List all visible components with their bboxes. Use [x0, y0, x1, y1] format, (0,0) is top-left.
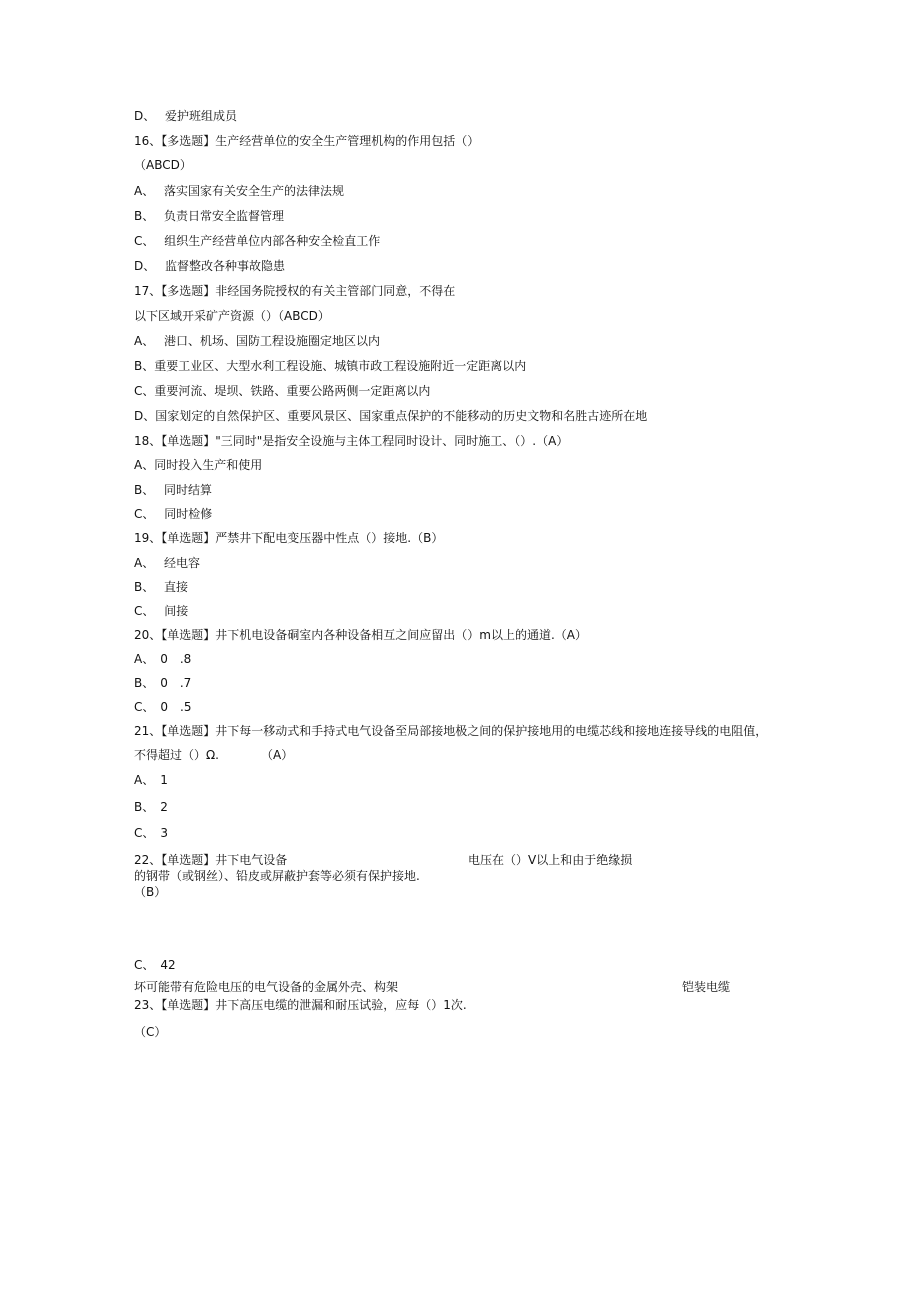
answer-line: （ABCD） [134, 158, 192, 172]
question-fragment: 坏可能带有危险电压的电气设备的金属外壳、构架 [134, 980, 399, 994]
option-line: A、 1 [134, 773, 168, 787]
option-line: B、 0 .7 [134, 676, 192, 690]
question-line: 23、【单选题】井下高压电缆的泄漏和耐压试验，应每（）1次. [134, 998, 467, 1012]
question-line: 16、【多选题】生产经营单位的安全生产管理机构的作用包括（） [134, 134, 480, 148]
option-line: A、 经电容 [134, 556, 201, 570]
option-line: B、 2 [134, 800, 168, 814]
question-fragment: 电压在（）V以上和由于绝缘损 [468, 853, 633, 867]
option-line: A、同时投入生产和使用 [134, 458, 263, 472]
option-line: C、 组织生产经营单位内部各种安全检直工作 [134, 234, 381, 248]
question-line: 21、【单选题】井下每一移动式和手持式电气设备至局部接地极之间的保护接地用的电缆芯线和接地连接导线的电阻值， [134, 724, 768, 738]
option-line: B、 同时结算 [134, 483, 213, 497]
option-line: C、 3 [134, 826, 169, 840]
option-line: A、 港口、机场、国防工程设施圈定地区以内 [134, 334, 381, 348]
question-line: 的钢带（或钢丝）、铅皮或屏蔽护套等必须有保护接地. [134, 869, 420, 883]
option-line: B、 直接 [134, 580, 189, 594]
option-line: C、 间接 [134, 604, 189, 618]
option-line: C、 42 [134, 958, 176, 972]
question-line: 17、【多选题】非经国务院授权的有关主管部门同意，不得在 [134, 284, 456, 298]
question-fragment: 铠装电缆 [682, 980, 731, 994]
option-line: A、 0 .8 [134, 652, 192, 666]
question-line: 18、【单选题】"三同时"是指安全设施与主体工程同时设计、同时施工、（）.（A） [134, 434, 569, 448]
answer-line: （C） [134, 1025, 167, 1039]
question-line: 不得超过（）Ω. （A） [134, 748, 294, 762]
question-line: 以下区域开采矿产资源（）（ABCD） [134, 309, 330, 323]
answer-line: （B） [134, 885, 167, 899]
option-line: C、重要河流、堤坝、铁路、重要公路两侧一定距离以内 [134, 384, 431, 398]
question-line: 22、【单选题】井下电气设备 [134, 853, 288, 867]
option-line: A、 落实国家有关安全生产的法律法规 [134, 184, 345, 198]
option-line: D、 监督整改各种事故隐患 [134, 259, 286, 273]
option-line: D、国家划定的自然保护区、重要风景区、国家重点保护的不能移动的历史文物和名胜古迹所在地 [134, 409, 648, 423]
option-line: C、 0 .5 [134, 700, 192, 714]
option-line: C、 同时检修 [134, 507, 213, 521]
option-line: D、 爱护班组成员 [134, 109, 238, 123]
option-line: B、重要工业区、大型水利工程设施、城镇市政工程设施附近一定距离以内 [134, 359, 527, 373]
question-line: 19、【单选题】严禁井下配电变压器中性点（）接地.（B） [134, 531, 444, 545]
question-line: 20、【单选题】井下机电设备硐室内各种设备相互之间应留出（）m以上的通道.（A） [134, 628, 587, 642]
option-line: B、 负责日常安全监督管理 [134, 209, 285, 223]
